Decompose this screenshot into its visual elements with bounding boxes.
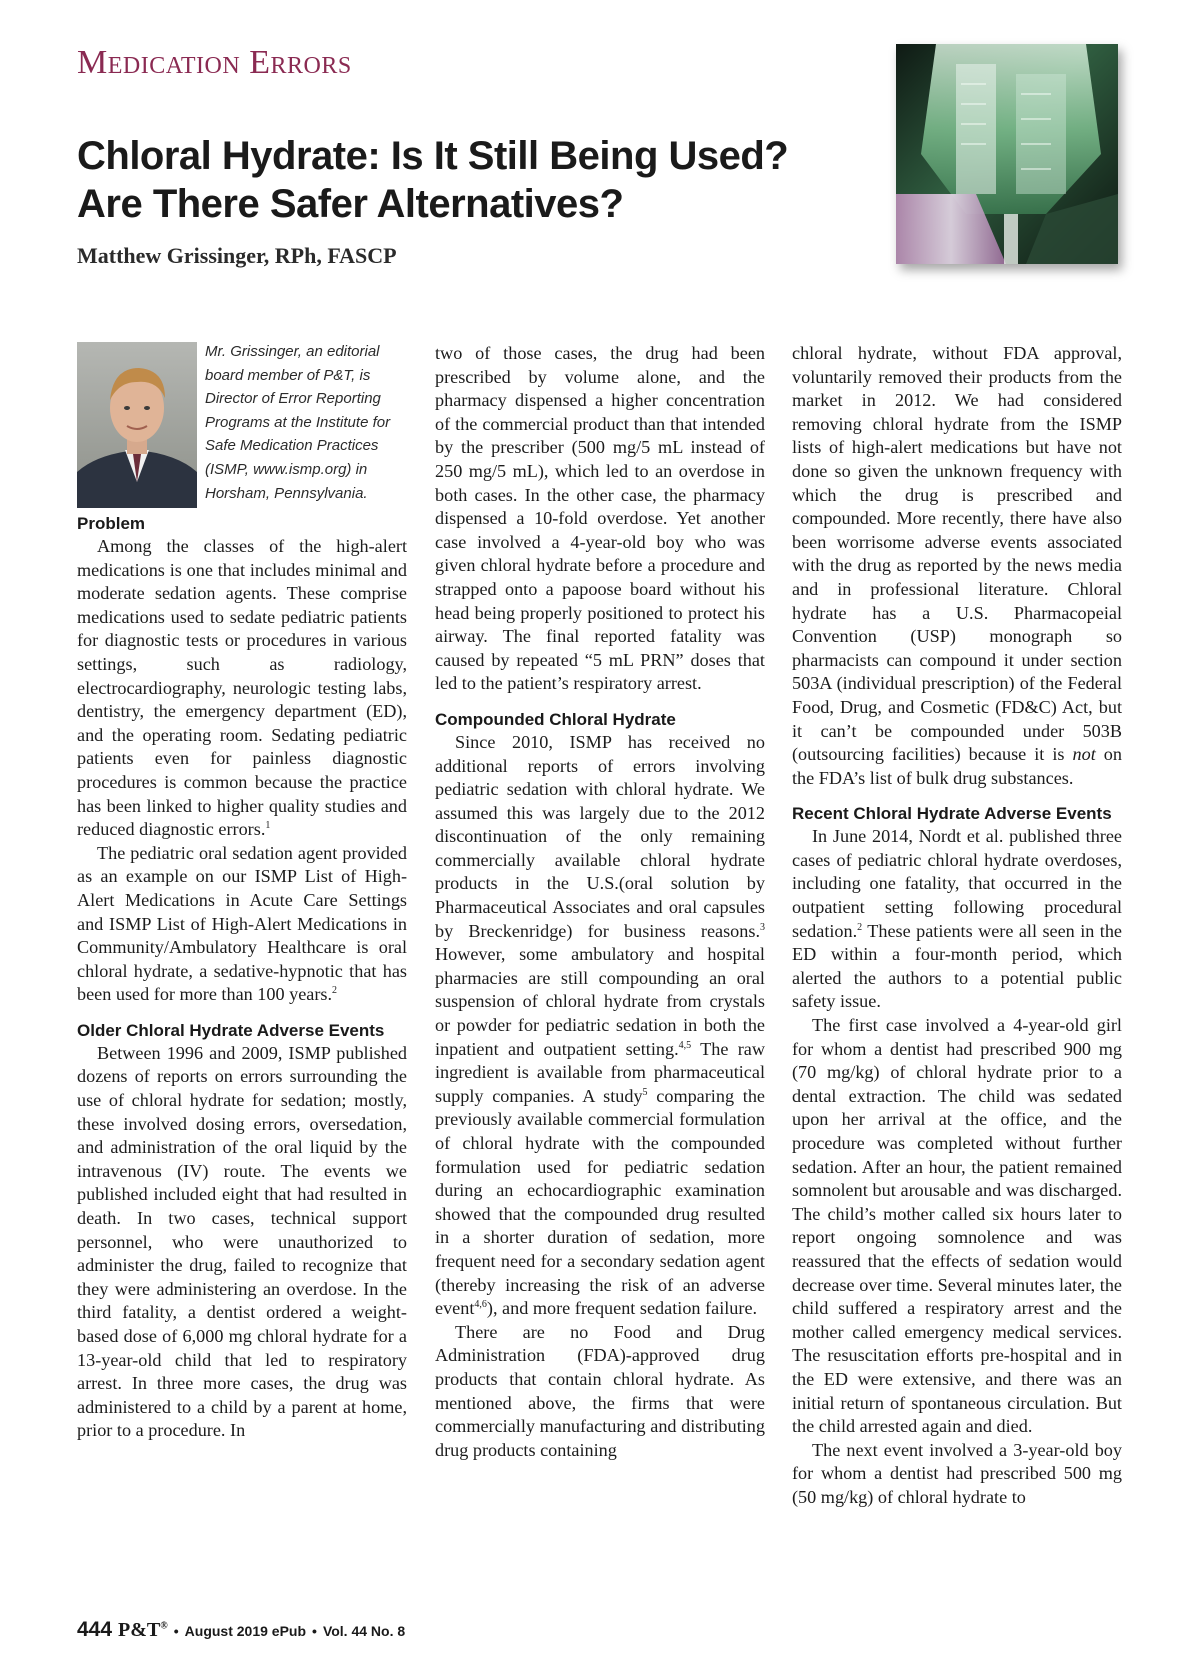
reference: 3	[760, 921, 765, 933]
author-portrait	[77, 342, 197, 508]
column-2	[435, 342, 765, 1462]
issue-date: August 2019 ePub	[184, 1623, 307, 1639]
heading-older-events: Older Chloral Hydrate Adverse Events	[77, 1020, 385, 1040]
paragraph: There are no Food and Drug Administration (FDA)-approved drug products that contain chloral hydrate. As mentioned above, the firms that were commercially manufacturing and distributing drug products containing	[435, 1321, 765, 1460]
paragraph: The first case involved a 4-year-old girl for whom a dentist had prescribed 900 mg (70 mg/kg) of chloral hydrate prior to a dental extraction. The child was sedated upon her arrival at the office, and the procedure was completed without further sedation. After an hour, the patient remained somnolent but arousable and was discharged. The child’s mother called six hours later to report ongoing somnolence and was reassured that the effects of sedation would decrease over time. Several minutes later, the child suffered a respiratory arrest and the mother called emergency medical services. The resuscitation efforts pre-hospital and in the ED were extensive, and there was an initial return of spontaneous circulation. But the child arrested again and died.	[792, 1015, 1122, 1437]
iv-bag-illustration	[896, 44, 1118, 264]
page-number: 444	[77, 1618, 113, 1641]
paragraph: The next event involved a 3-year-old boy for whom a dentist had prescribed 500 mg (50 mg/kg) of chloral hydrate to	[792, 1439, 1122, 1507]
reference: 2	[857, 921, 863, 933]
paragraph: Among the classes of the high-alert medications is one that includes minimal and moderate sedation agents. These comprise medications used to sedate pediatric patients for diagnostic tests or procedures in various settings, such as radiology, electrocardiography, neurologic testing labs, dentistry, the emergency department (ED), and the operating room. Sedating pediatric patients even for painless diagnostic procedures is common because the practice has been linked to higher quality studies and reduced diagnostic errors.$^1$	[77, 536, 407, 840]
reference: 4,5	[678, 1039, 692, 1051]
title-line-1: Chloral Hydrate: Is It Still Being Used?	[77, 134, 789, 178]
reference: 2	[332, 985, 338, 997]
author-byline: Matthew Grissinger, RPh, FASCP	[77, 243, 397, 268]
journal-name: P&T®	[118, 1619, 168, 1641]
paragraph: In June 2014, Nordt et al. published three cases of pediatric chloral hydrate overdoses, including one fatality, that occurred in the outpatient setting following procedural sedation.$^2$ These patients were all seen in the ED within a four-month period, which alerted the authors to a potential public safety issue.	[792, 826, 1122, 1012]
paragraph: The pediatric oral sedation agent provided as an example on our ISMP List of High-Alert Medications in Acute Care Settings and ISMP List of High-Alert Medications in Community/Ambulatory Healthcare is oral chloral hydrate, a sedative-hypnotic that has been used for more than 100 years.$^2$	[77, 842, 407, 1005]
heading-problem: Problem	[77, 514, 146, 533]
reference: 1	[265, 820, 271, 832]
reference: 5	[642, 1086, 648, 1098]
heading-recent-events: Recent Chloral Hydrate Adverse Events	[792, 804, 1112, 824]
page-footer	[77, 1618, 405, 1642]
author-bio-block	[77, 342, 407, 512]
iv-bag-photo	[896, 44, 1118, 264]
separator: •	[173, 1623, 179, 1639]
paragraph: Between 1996 and 2009, ISMP published dozens of reports on errors surrounding the use of chloral hydrate for sedation; mostly, these involved dosing errors, oversedation, and administration of the oral liquid by the intravenous (IV) route. The events we published included eight that had resulted in death. In two cases, technical support personnel, who were unauthorized to administer the drug, failed to recognize that they were administering an overdose. In the third fatality, a dentist ordered a weight-based dose of 6,000 mg chloral hydrate for a 13-year-old child that led to respiratory arrest. In three more cases, the drug was administered to a child by a parent at home, prior to a procedure. In	[77, 1042, 407, 1441]
reference: 4,6	[474, 1299, 487, 1311]
paragraph: chloral hydrate, without FDA approval, voluntarily removed their products from the market in 2012. We had considered removing chloral hydrate from the ISMP lists of high-alert medications but have not done so given the unknown frequency with which the drug is prescribed and compounded. More recently, there have also been worrisome adverse events associated with the drug as reported by the news media and in professional literature. Chloral hydrate has a U.S. Pharmacopeial Convention (USP) monograph so pharmacists can compound it under section 503A (individual prescription) of the Federal Food, Drug, and Cosmetic (FD&C) Act, but it can’t be compounded under 503B (outsourcing facilities) because it is not on the FDA’s list of bulk drug substances.	[792, 343, 1122, 788]
separator: •	[312, 1623, 317, 1639]
emphasis: not	[1072, 744, 1096, 765]
column-3	[792, 342, 1122, 1510]
title-line-2: Are There Safer Alternatives?	[77, 182, 624, 226]
heading-compounded: Compounded Chloral Hydrate	[435, 709, 676, 729]
paragraph: two of those cases, the drug had been prescribed by volume alone, and the pharmacy dispensed a higher concentration of the commercial product than that intended by the prescriber (500 mg/5 mL instead of 250 mg/5 mL), which led to an overdose in both cases. In the other case, the pharmacy dispensed a 10-fold overdose. Yet another case involved a 4-year-old boy who was given chloral hydrate before a procedure and strapped onto a papoose board without his head being properly positioned to protect his airway. The final reported fatality was caused by repeated “5 mL PRN” doses that led to the patient’s respiratory arrest.	[435, 343, 765, 694]
paragraph: Since 2010, ISMP has received no additional reports of errors involving pediatric sedation with chloral hydrate. We assumed this was largely due to the 2012 discontinuation of the only remaining commercially available chloral hydrate products in the U.S.(oral solution by Pharmaceutical Associates and oral capsules by Breckenridge) for business reasons.$^3$ However, some ambulatory and hospital pharmacies are still compounding an oral suspension of chloral hydrate from crystals or powder for pediatric sedation in both the inpatient and outpatient setting.$^{4,5}$ The raw ingredient is available from pharmaceutical supply companies. A study$^5$ comparing the previously available commercial formulation of chloral hydrate with the compounded formulation used for pediatric sedation during an echocardiographic examination showed that the compounded drug resulted in a shorter duration of sedation, more frequent need for a secondary sedation agent (thereby increasing the risk of an adverse event$^{4,6}$), and more frequent sedation failure.	[435, 731, 765, 1319]
section-label: Medication Errors	[77, 44, 352, 81]
article-title	[77, 132, 797, 228]
column-1	[77, 342, 407, 1443]
issue-volume: Vol. 44 No. 8	[322, 1623, 406, 1639]
author-bio: Mr. Grissinger, an editorial board member of P&T, is Director of Error Reporting Programs at the Institute for Safe Medication Practices (ISMP, www.ismp.org) in Horsham, Pennsylvania.	[205, 343, 391, 502]
